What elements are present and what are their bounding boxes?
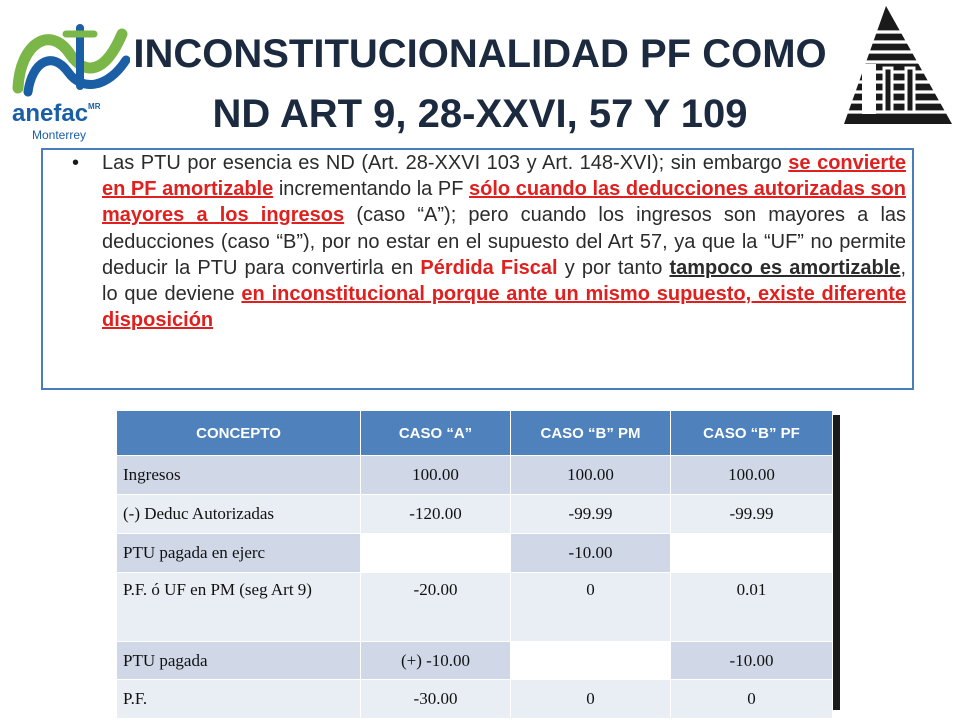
slide-title	[60, 24, 900, 144]
para-emphasis-inconstitucional: en inconstitucional porque ante un mismo supuesto, existe diferente disposición	[102, 283, 906, 332]
comparison-table-wrap	[116, 410, 840, 710]
cell-caso-b-pm: 0	[511, 680, 671, 719]
bullet-paragraph	[102, 150, 906, 333]
cell-caso-b-pm: 100.00	[511, 456, 671, 495]
para-emphasis-pf-amortizable: se convierte en PF amortizable	[102, 152, 906, 201]
para-text-1: Las PTU por esencia es ND (Art. 28-XXVI 103 y Art. 148-XVI); sin embargo	[102, 152, 789, 174]
cell-caso-b-pf: -99.99	[671, 495, 833, 534]
cell-concepto: PTU pagada en ejerc	[117, 534, 361, 573]
table-row	[117, 495, 833, 534]
cell-concepto: (-) Deduc Autorizadas	[117, 495, 361, 534]
cell-caso-a: 100.00	[361, 456, 511, 495]
bullet-icon: •	[72, 152, 80, 174]
para-emphasis-solo: sólo	[469, 178, 511, 201]
table-row	[117, 573, 833, 642]
para-emphasis-deducciones: cuando las deducciones autorizadas son mayores a los ingresos	[102, 178, 906, 227]
anefac-logo-trademark: MR	[88, 102, 101, 111]
cell-caso-a	[361, 534, 511, 573]
cell-concepto: Ingresos	[117, 456, 361, 495]
header-caso-a: CASO “A”	[361, 411, 511, 456]
para-text-11: , lo que deviene	[102, 256, 906, 306]
cell-caso-b-pm: 0	[511, 573, 671, 642]
para-text-7: (caso “A”); pero cuando los ingresos son mayores a las deducciones (caso “B”), por no estar en el supuesto del Art 57, ya que la “UF” no permite deducir la PTU para convertirla en	[102, 204, 907, 279]
comparison-table	[116, 410, 833, 719]
cell-caso-a: -120.00	[361, 495, 511, 534]
title-line-2: ND ART 9, 28-XXVI, 57 Y 109	[212, 92, 748, 136]
table-header-row	[117, 411, 833, 456]
anefac-logo-city: Monterrey	[32, 128, 87, 142]
anefac-logo-name: anefac	[12, 100, 89, 127]
table-row	[117, 680, 833, 719]
cell-caso-b-pf: 0	[671, 680, 833, 719]
cell-caso-b-pm	[511, 642, 671, 680]
table-row	[117, 456, 833, 495]
cell-caso-b-pf	[671, 534, 833, 573]
cell-caso-b-pf: 0.01	[671, 573, 833, 642]
header-caso-b-pf: CASO “B” PF	[671, 411, 833, 456]
para-text-3: incrementando la PF	[273, 178, 470, 201]
cell-caso-b-pf: -10.00	[671, 642, 833, 680]
table-row	[117, 534, 833, 573]
para-emphasis-perdida-fiscal: Pérdida Fiscal	[420, 256, 558, 279]
header-concepto: CONCEPTO	[117, 411, 361, 456]
cell-caso-b-pm: -99.99	[511, 495, 671, 534]
cell-concepto: P.F.	[117, 680, 361, 719]
cell-caso-a: -30.00	[361, 680, 511, 719]
cell-caso-b-pf: 100.00	[671, 456, 833, 495]
cell-caso-b-pm: -10.00	[511, 534, 671, 573]
cell-concepto: P.F. ó UF en PM (seg Art 9)	[117, 573, 361, 642]
para-text-9: y por tanto	[557, 256, 670, 279]
cell-caso-a: -20.00	[361, 573, 511, 642]
header-caso-b-pm: CASO “B” PM	[511, 411, 671, 456]
cell-concepto: PTU pagada	[117, 642, 361, 680]
table-row	[117, 642, 833, 680]
title-line-1: INCONSTITUCIONALIDAD PF COMO	[133, 32, 827, 76]
cell-caso-a: (+) -10.00	[361, 642, 511, 680]
para-emphasis-tampoco: tampoco es amortizable	[669, 256, 901, 279]
